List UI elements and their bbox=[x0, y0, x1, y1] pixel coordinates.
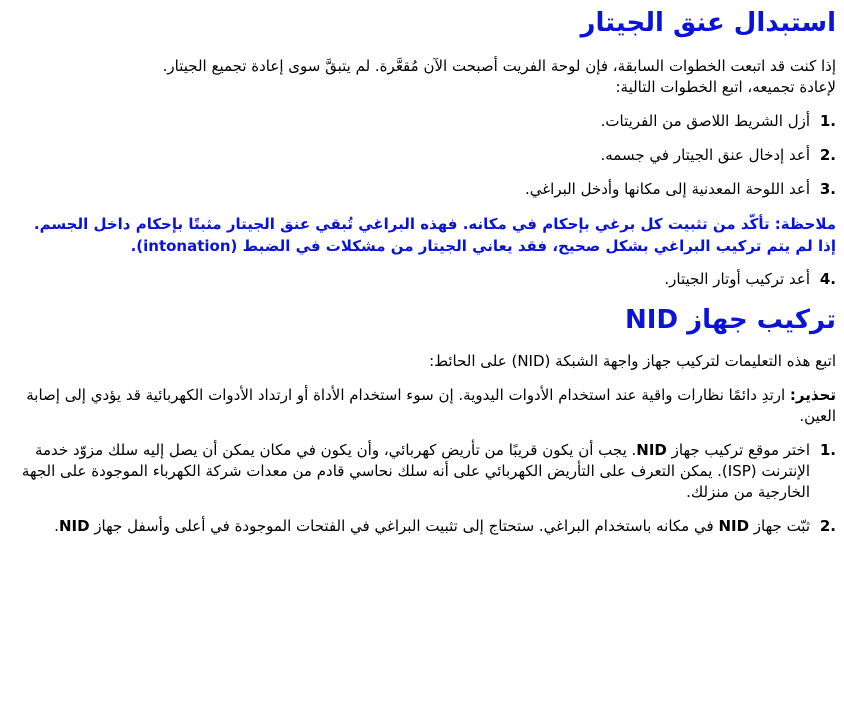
section-title-nid-install: تركيب جهاز NID bbox=[625, 305, 836, 335]
step-number: 2. bbox=[819, 146, 836, 164]
intro-line-1: إذا كنت قد اتبعت الخطوات السابقة، فإن لوحة الفريت أصبحت الآن مُقعَّرة. لم يتبقَّ سوى إعادة تجميع الجيتار. bbox=[162, 57, 836, 75]
step-text: أعد إدخال عنق الجيتار في جسمه. bbox=[600, 146, 810, 164]
intro-line-2: لإعادة تجميعه، اتبع الخطوات التالية: bbox=[615, 78, 836, 96]
step-number: 3. bbox=[819, 180, 836, 198]
step-text-end: . bbox=[54, 517, 59, 535]
warning-label: تحذير: bbox=[789, 386, 836, 404]
note-line-1: ملاحظة: تأكّد من تثبيت كل برغي بإحكام في مكانه. فهذه البراغي تُبقي عنق الجيتار مثبتًا بإحكام داخل الجسم. bbox=[33, 215, 836, 233]
step-text-after: . يجب أن يكون قريبًا من تأريض كهربائي، وأن يكون في مكان يمكن أن يصل إليه سلك مزوّد خدمة الإنترنت (ISP). يمكن التعرف على التأريض الكهربائي على أنه سلك نحاسي قادم من معدات شركة الكهرباء الموجودة على الجهة الخارجية من منزلك. bbox=[21, 441, 810, 501]
list-item bbox=[8, 179, 836, 200]
step-text: أعد تركيب أوتار الجيتار. bbox=[664, 270, 810, 288]
intro-paragraph bbox=[8, 56, 836, 98]
reassembly-steps bbox=[8, 111, 836, 200]
step-number: 1. bbox=[819, 112, 836, 130]
nid-intro-paragraph: اتبع هذه التعليمات لتركيب جهاز واجهة الشبكة (NID) على الحائط: bbox=[429, 352, 836, 370]
step-number: 4. bbox=[819, 270, 836, 288]
step-bold-term-2: NID bbox=[58, 517, 90, 535]
step-text: أعد اللوحة المعدنية إلى مكانها وأدخل البراغي. bbox=[525, 180, 810, 198]
step-bold-term: NID bbox=[636, 441, 667, 459]
note-callout bbox=[8, 213, 836, 257]
step-text-after: في مكانه باستخدام البراغي. ستحتاج إلى تثبيت البراغي في الفتحات الموجودة في أعلى وأسفل جهاز bbox=[89, 517, 719, 535]
list-item bbox=[8, 145, 836, 166]
reassembly-steps-continued bbox=[8, 269, 836, 290]
step-text: أزل الشريط اللاصق من الفريتات. bbox=[600, 112, 810, 130]
warning-paragraph bbox=[8, 385, 836, 427]
list-item bbox=[8, 111, 836, 132]
nid-steps bbox=[8, 440, 836, 537]
step-text-before: ثبّت جهاز bbox=[749, 517, 810, 535]
step-number: 1. bbox=[819, 441, 836, 459]
note-line-2: إذا لم يتم تركيب البراغي بشكل صحيح، فقد يعاني الجيتار من مشكلات في الضبط (intonation). bbox=[130, 237, 836, 255]
list-item bbox=[8, 440, 836, 503]
warning-text: ارتدِ دائمًا نظارات واقية عند استخدام الأدوات اليدوية. إن سوء استخدام الأداة أو ارتداد الأدوات الكهربائية قد يؤدي إلى إصابة العين. bbox=[26, 386, 836, 425]
step-text-before: اختر موقع تركيب جهاز bbox=[666, 441, 810, 459]
section-title-neck-replacement: استبدال عنق الجيتار bbox=[580, 8, 836, 38]
step-bold-term: NID bbox=[718, 517, 750, 535]
list-item bbox=[8, 269, 836, 290]
list-item bbox=[8, 516, 836, 537]
step-number: 2. bbox=[819, 517, 836, 535]
